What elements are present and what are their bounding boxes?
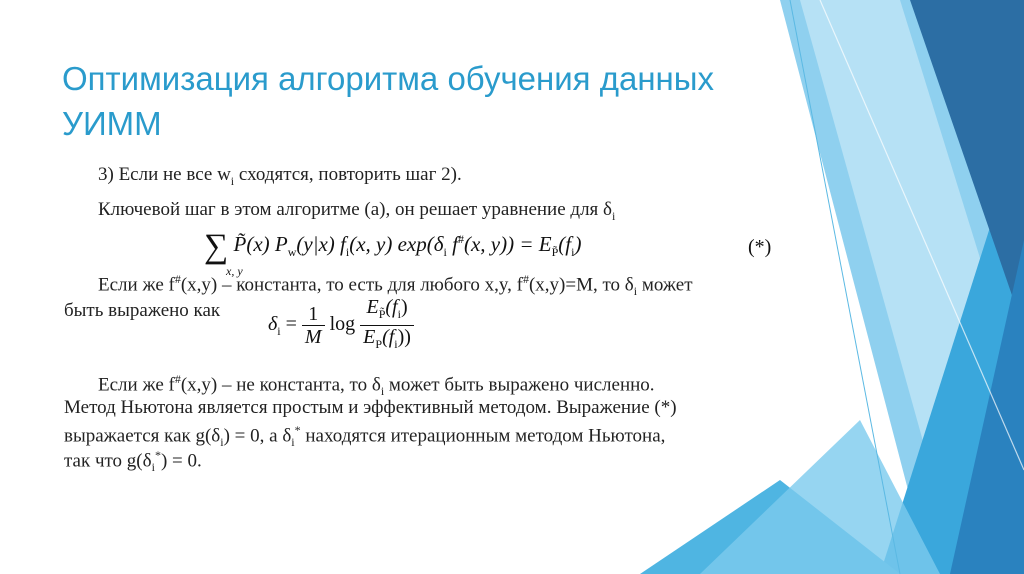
nonconst-4-text-a: так что g(δ <box>64 450 152 472</box>
formula-1-part-b: (y|x) f <box>296 232 346 256</box>
equation-tag: (*) <box>748 236 772 258</box>
nonconst-4-sub-a: i <box>151 460 155 475</box>
fraction-2-den <box>360 326 414 355</box>
key-step-text: Ключевой шаг в этом алгоритме (а), он решает уравнение для δ <box>98 199 613 220</box>
formula-1-part-e: (x, y)) = E <box>463 232 552 256</box>
formula-1-sub-e: P̃ <box>551 245 559 260</box>
fraction-1-den: M <box>304 326 322 348</box>
nonconst-text-a: Если же f <box>98 374 175 396</box>
formula-1-part-f: (f <box>558 232 572 256</box>
if-const-sup-b: # <box>522 272 529 286</box>
step3-sub: i <box>230 173 235 188</box>
formula-1-part-g: ) <box>574 232 582 256</box>
formula-2 <box>268 296 414 355</box>
step3-text-end: сходятся, повторить шаг 2). <box>234 164 462 185</box>
fraction-expectations <box>360 296 414 355</box>
num-f: (f <box>385 296 398 318</box>
if-const-text-b: (x,y) – константа, то есть для любого x,y, f <box>180 274 523 296</box>
nonconst-3-sub-b: i <box>291 435 295 450</box>
nonconst-sup-a: # <box>174 372 181 386</box>
if-const-line-2: быть выражено как <box>64 300 221 321</box>
nonconst-3-text-a: выражается как g(δ <box>64 425 221 447</box>
den-e: E <box>363 326 376 348</box>
formula-1-sup-d: # <box>457 232 464 246</box>
nonconst-3-text-c: находятся итерационным методом Ньютона, <box>300 425 666 447</box>
den-f: (f <box>382 326 395 348</box>
fraction-1-num: 1 <box>302 303 325 326</box>
formula-2-lhs: δ <box>268 313 278 336</box>
nonconst-text-c: может быть выражено численно. <box>384 374 655 396</box>
formula-1-sub-b: i <box>345 245 350 260</box>
if-const-text-c: (x,y)=M, то δ <box>528 274 634 296</box>
key-step-sub: i <box>612 208 616 223</box>
formula-1-sub-f: i <box>571 245 575 260</box>
num-f-sub: i <box>397 307 401 321</box>
step3-text: 3) Если не все w <box>98 164 231 185</box>
sum-index: x, y <box>226 264 243 278</box>
formula-1-sub-c: i <box>443 245 447 260</box>
den-f-sub: i <box>394 337 398 351</box>
formula-1-part-d: f <box>446 232 458 256</box>
if-const-sup-a: # <box>174 272 181 286</box>
num-e-sub: P̃ <box>378 307 386 321</box>
nonconst-4-sup-a: * <box>154 448 161 462</box>
nonconst-text-b: (x,y) – не константа, то δ <box>180 374 381 396</box>
formula-2-log: log <box>324 313 361 336</box>
num-close: ) <box>400 296 408 318</box>
den-close: )) <box>397 326 411 348</box>
sum-symbol: ∑ <box>204 228 229 265</box>
num-e: E <box>366 296 379 318</box>
if-const-sub-c: i <box>633 284 638 299</box>
nonconst-3-sub-a: i <box>220 435 224 450</box>
nonconst-line-2: Метод Ньютона является простым и эффективный методом. Выражение (*) <box>64 397 677 418</box>
key-step-line <box>98 199 615 224</box>
formula-1-sub-a: w <box>287 245 297 260</box>
formula-2-eq: = <box>280 313 302 336</box>
formula-1 <box>204 228 582 278</box>
nonconst-3-sup-b: * <box>294 423 301 437</box>
nonconst-sub-b: i <box>380 384 385 399</box>
fraction-one-over-m <box>302 303 325 348</box>
nonconst-3-text-b: ) = 0, а δ <box>223 425 292 447</box>
if-const-text-d: может <box>637 274 693 296</box>
step3-line <box>98 164 462 189</box>
slide-title: Оптимизация алгоритма обучения данных УИММ <box>62 60 714 142</box>
nonconst-4-text-b: ) = 0. <box>160 450 202 472</box>
nonconst-line-1 <box>98 372 655 399</box>
nonconst-line-3 <box>64 423 665 450</box>
nonconst-line-4 <box>64 448 202 475</box>
if-const-text-a: Если же f <box>98 274 175 296</box>
den-e-sub: P <box>375 337 383 351</box>
formula-1-part-a: P̃(x) P <box>233 232 288 256</box>
formula-1-part-c: (x, y) exp(δ <box>349 232 444 256</box>
fraction-2-num <box>360 296 414 326</box>
formula-2-lhs-sub: i <box>277 324 281 339</box>
